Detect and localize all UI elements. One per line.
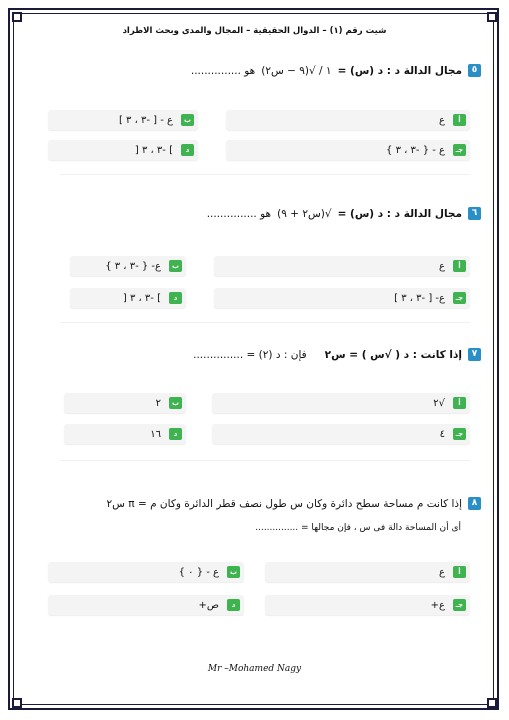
sheet-title: شيت رقم (١) – الدوال الحقيقية – المجال والمدى وبحث الاطراد [122, 26, 387, 36]
option-c[interactable] [265, 595, 470, 615]
question-7 [193, 348, 481, 361]
option-b[interactable] [64, 393, 186, 413]
question-8 [106, 497, 481, 510]
option-text: ] -٣ ، ٣ [ [122, 292, 161, 304]
divider [60, 460, 470, 461]
option-c[interactable] [214, 288, 470, 308]
corner-ornament-bottom-left [12, 698, 22, 708]
option-badge: د [181, 144, 194, 156]
option-badge: جـ [453, 292, 466, 304]
option-badge: د [169, 292, 182, 304]
option-a[interactable] [226, 110, 470, 130]
option-text: ع - { ٠ } [178, 566, 219, 578]
option-c[interactable] [212, 424, 470, 444]
question-5 [191, 64, 481, 77]
option-text: ع - [ -٣ ، ٣ ] [118, 114, 173, 126]
option-b[interactable] [48, 110, 198, 130]
option-text: ع+ [430, 599, 445, 611]
option-a[interactable] [265, 562, 470, 582]
question-subline: أى أن المساحة دالة فى س ، فإن مجالها = ............... [255, 523, 461, 533]
option-text: √٢ [433, 397, 445, 409]
option-badge: جـ [453, 599, 466, 611]
option-badge: ب [169, 260, 182, 272]
option-badge: د [169, 428, 182, 440]
option-text: ] -٣ ، ٣ [ [134, 144, 173, 156]
option-a[interactable] [214, 256, 470, 276]
question-tail: هو ............... [190, 64, 256, 77]
option-badge: أ [453, 566, 466, 578]
divider [60, 174, 470, 175]
option-text: ص+ [198, 599, 219, 611]
option-b[interactable] [48, 562, 244, 582]
question-tail: فإن : د (٢) = ............... [193, 348, 307, 361]
question-tail: هو ............... [206, 207, 272, 220]
corner-ornament-top-left [12, 12, 22, 22]
option-badge: جـ [453, 144, 466, 156]
option-badge: أ [453, 397, 466, 409]
question-text: إذا كانت م مساحة سطح دائرة وكان س طول نصف قطر الدائرة وكان م = π س٢ [106, 497, 462, 510]
option-badge: ب [169, 397, 182, 409]
question-expression: ١ / √(٩ − س٢) [261, 64, 332, 77]
option-text: ٤ [439, 428, 445, 440]
question-number-badge: ٧ [468, 348, 481, 361]
option-text: ع- { -٣ ، ٣ } [105, 260, 161, 272]
corner-ornament-bottom-right [487, 698, 497, 708]
divider [60, 322, 470, 323]
option-text: ع [439, 260, 445, 272]
question-number-badge: ٦ [468, 207, 481, 220]
option-text: ٢ [155, 397, 161, 409]
question-expression: √(س٢ + ٩) [277, 207, 332, 220]
author-signature: Mr –Mohamed Nagy [207, 664, 302, 674]
corner-ornament-top-right [487, 12, 497, 22]
option-text: ع- [ -٣ ، ٣ ] [394, 292, 445, 304]
option-badge: ب [227, 566, 240, 578]
option-text: ع [439, 114, 445, 126]
option-badge: أ [453, 260, 466, 272]
question-text: مجال الدالة د : د (س) = [337, 64, 462, 77]
option-a[interactable] [212, 393, 470, 413]
option-b[interactable] [70, 256, 186, 276]
option-badge: أ [453, 114, 466, 126]
option-d[interactable] [70, 288, 186, 308]
option-badge: د [227, 599, 240, 611]
option-text: ع - { -٣ ، ٣ } [386, 144, 445, 156]
option-badge: ب [181, 114, 194, 126]
option-d[interactable] [64, 424, 186, 444]
option-badge: جـ [453, 428, 466, 440]
option-d[interactable] [48, 595, 244, 615]
option-c[interactable] [226, 140, 470, 160]
question-6 [207, 207, 481, 220]
option-d[interactable] [48, 140, 198, 160]
option-text: ١٦ [150, 428, 161, 440]
question-number-badge: ٨ [468, 497, 481, 510]
question-text: مجال الدالة د : د (س) = [337, 207, 462, 220]
option-text: ع [439, 566, 445, 578]
question-text: إذا كانت : د ( √س ) = س٢ [324, 348, 462, 361]
question-number-badge: ٥ [468, 64, 481, 77]
